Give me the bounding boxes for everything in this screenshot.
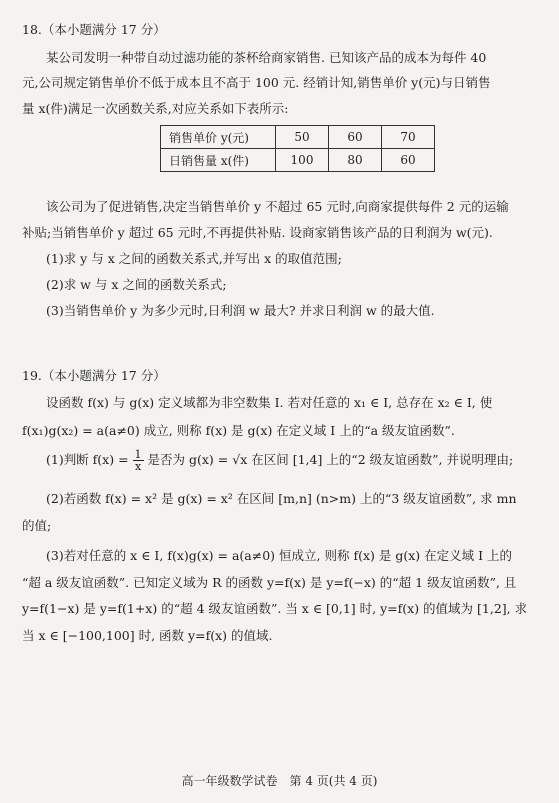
q19-sub-1-suffix: 是否为 g(x) = √x 在区间 [1,4] 上的“2 级友谊函数”, 并说明理由;	[147, 452, 514, 467]
q18-para-3: 量 x(件)满足一次函数关系,对应关系如下表所示:	[22, 101, 289, 116]
q18-para-2: 元,公司规定销售单价不低于成本且不高于 100 元. 经销计知,销售单价 y(元)与日销售	[22, 75, 491, 90]
q19-sub-3a: (3)若对任意的 x ∈ I, f(x)g(x) = a(a≠0) 恒成立, 则称 f(x) 是 g(x) 在定义域 I 上的	[46, 548, 512, 563]
q18-para-1: 某公司发明一种带自动过滤功能的茶杯给商家销售. 已知该产品的成本为每件 40	[46, 50, 487, 65]
q18-sub-2: (2)求 w 与 x 之间的函数关系式;	[46, 277, 227, 292]
price-sales-table	[160, 125, 435, 172]
q19-sub-3c: y=f(1−x) 是 y=f(1+x) 的“超 4 级友谊函数”. 当 x ∈ [0,1] 时, y=f(x) 的值域为 [1,2], 求	[22, 601, 528, 616]
q18-sub-3: (3)当销售单价 y 为多少元时,日利润 w 最大? 并求日利润 w 的最大值.	[46, 303, 435, 318]
q19-para-1: 设函数 f(x) 与 g(x) 定义域都为非空数集 I. 若对任意的 x₁ ∈ I, 总存在 x₂ ∈ I, 使	[46, 395, 493, 410]
q19-sub-2b: 的值;	[22, 518, 52, 533]
q19-header: 19.（本小题满分 17 分）	[22, 368, 166, 383]
q19-para-2: f(x₁)g(x₂) = a(a≠0) 成立, 则称 f(x) 是 g(x) 在定义域 I 上的“a 级友谊函数”.	[22, 423, 455, 438]
table-cell: 60	[329, 126, 382, 149]
table-cell: 50	[276, 126, 329, 149]
q18-header: 18.（本小题满分 17 分）	[22, 22, 166, 37]
table-cell: 60	[382, 149, 435, 172]
table-cell: 70	[382, 126, 435, 149]
q19-sub-3b: “超 a 级友谊函数”. 已知定义域为 R 的函数 y=f(x) 是 y=f(−x) 的“超 1 级友谊函数”, 且	[22, 575, 517, 590]
q19-sub-3d: 当 x ∈ [−100,100] 时, 函数 y=f(x) 的值域.	[22, 628, 273, 643]
table-row	[161, 126, 435, 149]
fraction-1-over-x	[133, 449, 144, 472]
q19-sub-1-prefix: (1)判断 f(x) =	[46, 452, 129, 467]
fraction-numerator: 1	[134, 448, 142, 461]
fraction-denominator: x	[134, 460, 142, 473]
q19-sub-2a: (2)若函数 f(x) = x² 是 g(x) = x² 在区间 [m,n] (n>m) 上的“3 级友谊函数”, 求 mn	[46, 491, 517, 506]
table-cell: 100	[276, 149, 329, 172]
table-row-label: 销售单价 y(元)	[161, 126, 276, 149]
q18-para-4: 该公司为了促进销售,决定当销售单价 y 不超过 65 元时,向商家提供每件 2 元的运输	[46, 199, 509, 214]
q18-para-5: 补贴;当销售单价 y 超过 65 元时,不再提供补贴. 设商家销售该产品的日利润为 w(元).	[22, 225, 493, 240]
table-row	[161, 149, 435, 172]
q18-sub-1: (1)求 y 与 x 之间的函数关系式,并写出 x 的取值范围;	[46, 251, 342, 266]
page-footer: 高一年级数学试卷 第 4 页(共 4 页)	[181, 774, 378, 788]
q19-sub-1	[46, 448, 542, 472]
table-row-label: 日销售量 x(件)	[161, 149, 276, 172]
table-cell: 80	[329, 149, 382, 172]
